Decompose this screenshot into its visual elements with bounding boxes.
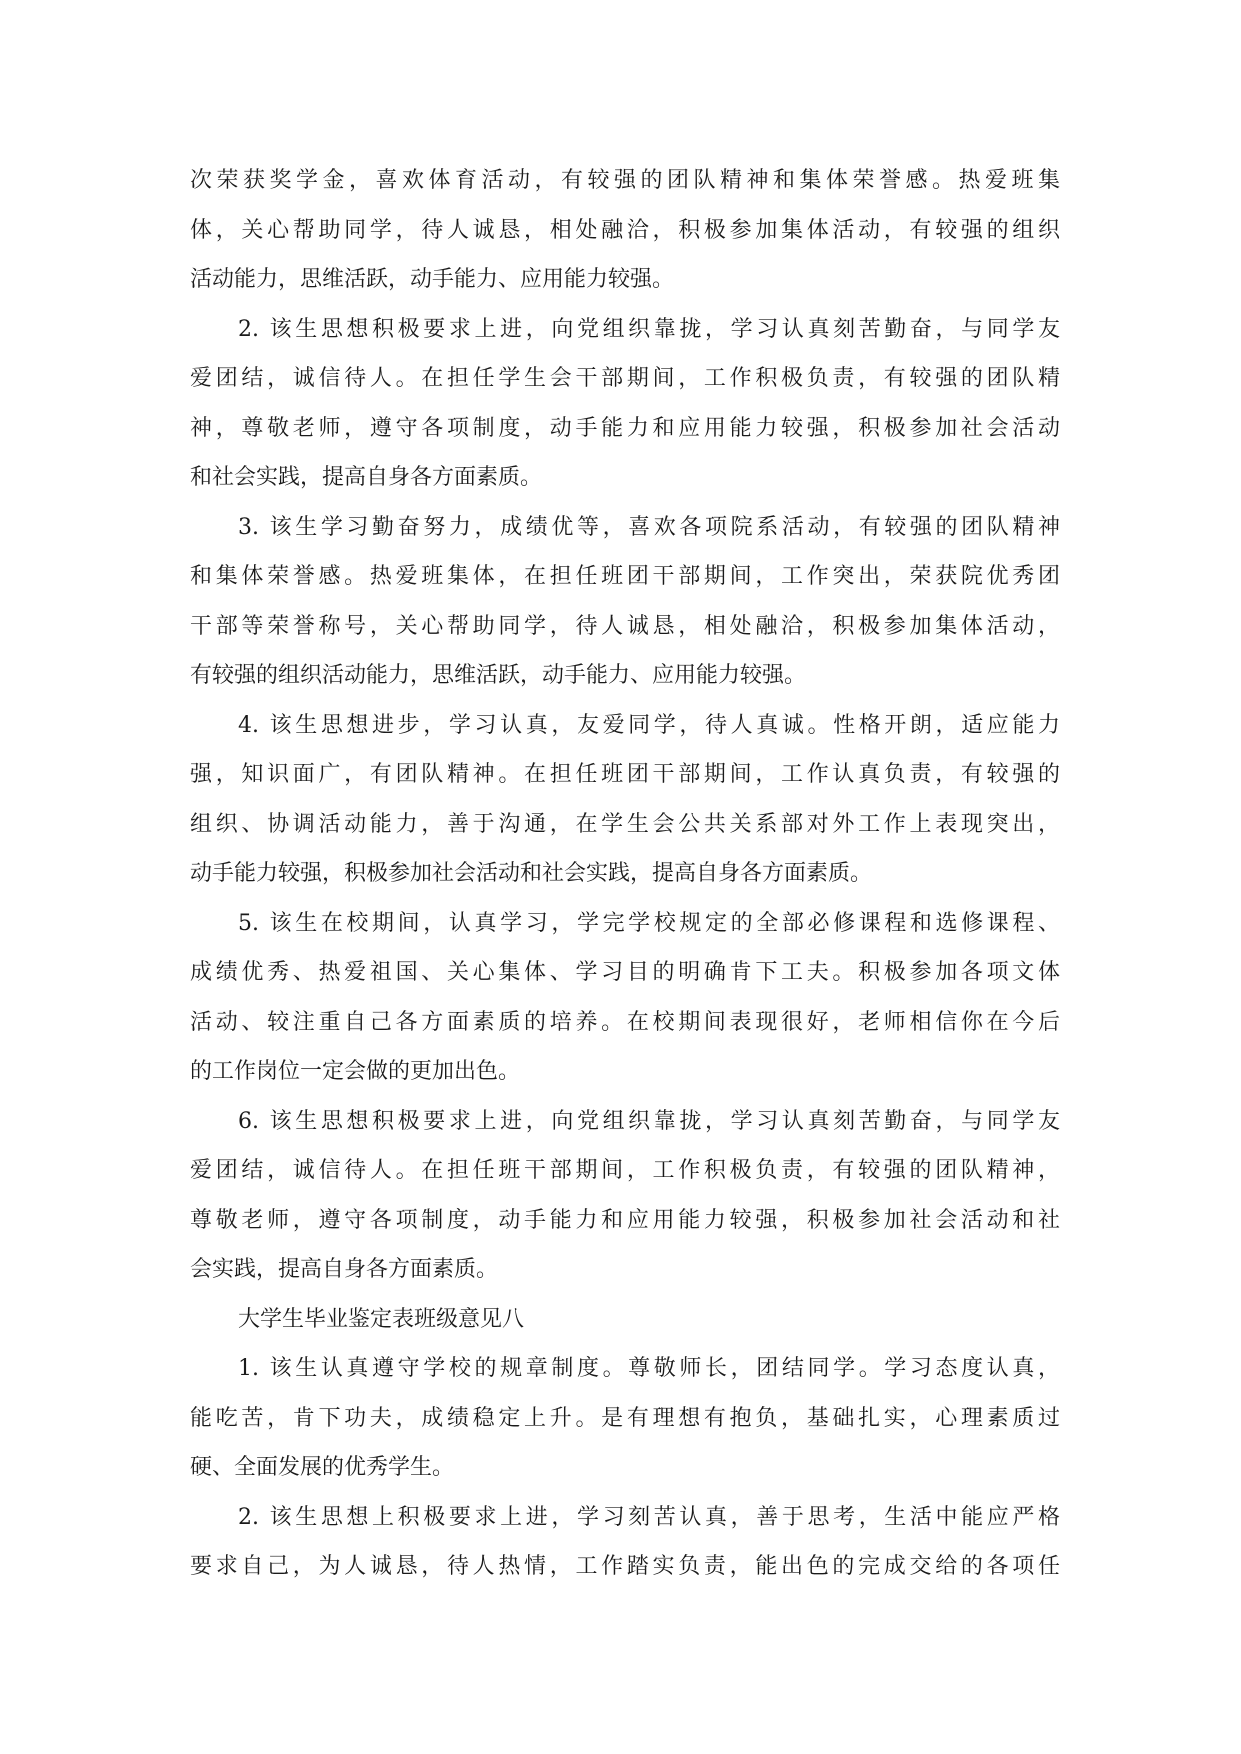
text-line: 干部等荣誉称号，关心帮助同学，待人诚恳，相处融洽，积极参加集体活动，	[190, 613, 1060, 639]
text-line: 成绩优秀、热爱祖国、关心集体、学习目的明确肯下工夫。积极参加各项文体	[190, 960, 1060, 985]
text-line: 5. 该生在校期间，认真学习，学完学校规定的全部必修课程和选修课程、	[238, 910, 1060, 936]
text-line: 1. 该生认真遵守学校的规章制度。尊敬师长，团结同学。学习态度认真，	[238, 1356, 1060, 1381]
text-line: 有较强的组织活动能力，思维活跃，动手能力、应用能力较强。	[190, 663, 807, 688]
text-line: 4. 该生思想进步，学习认真，友爱同学，待人真诚。性格开朗，适应能力	[238, 712, 1060, 738]
text-line: 能吃苦，肯下功夫，成绩稳定上升。是有理想有抱负，基础扎实，心理素质过	[190, 1405, 1060, 1431]
paragraph	[190, 1097, 1060, 1295]
text-line: 组织、协调活动能力，善于沟通，在学生会公共关系部对外工作上表现突出，	[190, 811, 1060, 837]
text-line: 爱团结，诚信待人。在担任班干部期间，工作积极负责，有较强的团队精神，	[190, 1158, 1060, 1183]
text-line: 要求自己，为人诚恳，待人热情，工作踏实负责，能出色的完成交给的各项任	[190, 1554, 1060, 1579]
paragraph	[190, 899, 1060, 1097]
text-line: 的工作岗位一定会做的更加出色。	[190, 1059, 521, 1084]
text-line: 和集体荣誉感。热爱班集体，在担任班团干部期间，工作突出，荣获院优秀团	[190, 564, 1060, 589]
text-line: 活动、较注重自己各方面素质的培养。在校期间表现很好，老师相信你在今后	[190, 1009, 1060, 1035]
text-line: 动手能力较强，积极参加社会活动和社会实践，提高自身各方面素质。	[190, 861, 873, 886]
text-line: 6. 该生思想积极要求上进，向党组织靠拢，学习认真刻苦勤奋，与同学友	[238, 1108, 1060, 1134]
paragraph	[190, 1493, 1060, 1592]
document-body	[190, 156, 1060, 1592]
text-line: 尊敬老师，遵守各项制度，动手能力和应用能力较强，积极参加社会活动和社	[190, 1207, 1060, 1233]
text-line: 活动能力，思维活跃，动手能力、应用能力较强。	[190, 267, 675, 292]
text-line: 神，尊敬老师，遵守各项制度，动手能力和应用能力较强，积极参加社会活动	[190, 415, 1060, 441]
paragraph	[190, 503, 1060, 701]
text-line: 2. 该生思想积极要求上进，向党组织靠拢，学习认真刻苦勤奋，与同学友	[238, 316, 1060, 342]
text-line: 体，关心帮助同学，待人诚恳，相处融洽，积极参加集体活动，有较强的组织	[190, 217, 1060, 243]
text-line: 爱团结，诚信待人。在担任学生会干部期间，工作积极负责，有较强的团队精	[190, 366, 1060, 391]
text-line: 和社会实践，提高自身各方面素质。	[190, 465, 543, 490]
section-heading	[190, 1295, 1060, 1345]
text-line: 大学生毕业鉴定表班级意见八	[238, 1306, 525, 1332]
text-line: 3. 该生学习勤奋努力，成绩优等，喜欢各项院系活动，有较强的团队精神	[238, 514, 1060, 540]
text-line: 强，知识面广，有团队精神。在担任班团干部期间，工作认真负责，有较强的	[190, 762, 1060, 787]
text-line: 次荣获奖学金，喜欢体育活动，有较强的团队精神和集体荣誉感。热爱班集	[190, 168, 1060, 193]
paragraph	[190, 1344, 1060, 1493]
text-line: 会实践，提高自身各方面素质。	[190, 1257, 499, 1282]
text-line: 2. 该生思想上积极要求上进，学习刻苦认真，善于思考，生活中能应严格	[238, 1504, 1060, 1530]
paragraph	[190, 305, 1060, 503]
paragraph	[190, 701, 1060, 899]
text-line: 硬、全面发展的优秀学生。	[190, 1455, 455, 1480]
paragraph	[190, 156, 1060, 305]
